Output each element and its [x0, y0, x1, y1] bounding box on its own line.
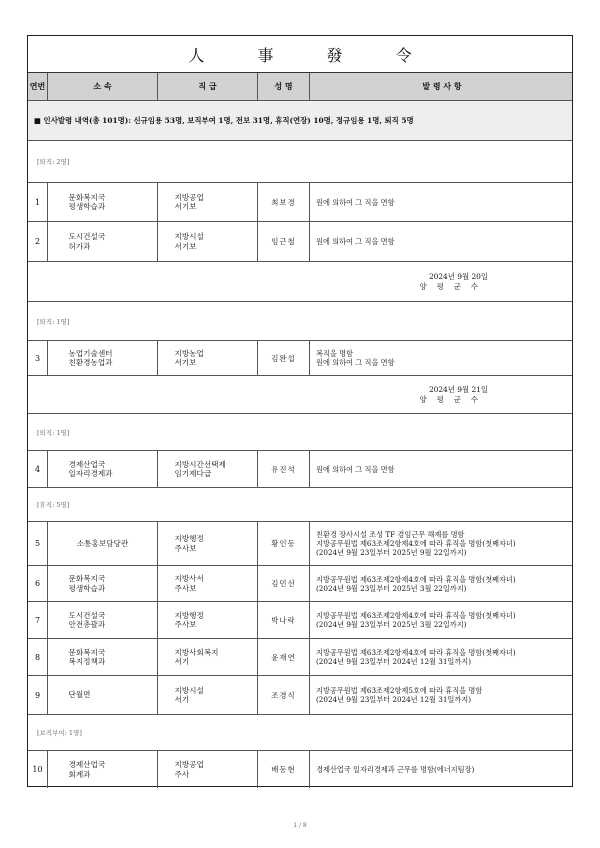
row-rank: 지방행정 주사보: [158, 602, 258, 638]
table-row: [28, 602, 572, 639]
row-dept: 농업기술센터 친환경농업과: [48, 341, 158, 375]
row-rank: 지방행정 주사보: [158, 522, 258, 565]
row-rank: 지방공업 주사: [158, 751, 258, 788]
row-name: 박나락: [258, 602, 310, 638]
row-dept: 소통홍보담당관: [48, 522, 158, 565]
row-rank: 지방농업 서기보: [158, 341, 258, 375]
row-action: 친환경 장사시설 조성 TF 겸임근무 해제를 명함 지방공무원법 제63조제2항제4호에 따라 휴직을 명함(첫째자녀) (2024년 9월 23일부터 2025년 9월 22일까지): [316, 530, 516, 557]
row-action: 지방공무원법 제63조제2항제4호에 따라 휴직을 명함(첫째자녀) (2024년 9월 23일부터 2024년 12월 31일까지): [316, 648, 516, 666]
row-rank: 지방시간선택제 임기제다급: [158, 451, 258, 487]
row-dept: 문화복지국 평생학습과: [48, 183, 158, 221]
row-name: 황인동: [258, 522, 310, 565]
signature-office: 양평군수: [419, 281, 488, 291]
row-name: 김민선: [258, 566, 310, 601]
row-rank: 지방사서 주사보: [158, 566, 258, 601]
row-no: 8: [28, 639, 48, 675]
row-no: 9: [28, 676, 48, 714]
row-no: 10: [28, 751, 48, 788]
table-row: [28, 222, 572, 262]
header-name: 성 명: [258, 73, 310, 100]
row-rank: 지방사회복지 서기: [158, 639, 258, 675]
signature-block: [28, 262, 572, 302]
row-action: 지방공무원법 제63조제2항제5호에 따라 휴직을 명함 (2024년 9월 23일부터 2024년 12월 31일까지): [316, 686, 483, 704]
row-no: 2: [28, 222, 48, 261]
row-dept: 도시건설국 허가과: [48, 222, 158, 261]
row-no: 7: [28, 602, 48, 638]
row-action: 원에 의하여 그 직을 면함: [316, 464, 395, 474]
signature-date: 2024년 9월 20일: [428, 271, 488, 281]
row-dept: 문화복지국 평생학습과: [48, 566, 158, 601]
row-rank: 지방시설 서기: [158, 676, 258, 714]
row-dept: 도시건설국 안전총괄과: [48, 602, 158, 638]
header-no: 연번: [28, 73, 48, 100]
header-dept: 소 속: [48, 73, 158, 100]
row-name: 배동현: [258, 751, 310, 788]
row-name: 임근철: [258, 222, 310, 261]
appointment-document: [27, 35, 573, 787]
row-dept: 문화복지국 복지정책과: [48, 639, 158, 675]
section-label: [퇴직: 2명]: [28, 141, 572, 183]
section-label: [퇴직: 1명]: [28, 302, 572, 341]
document-title: 人 事 發 令: [28, 36, 572, 73]
table-row: [28, 566, 572, 602]
section-label: [퇴직: 1명]: [28, 414, 572, 451]
row-action: 지방공무원법 제63조제2항제4호에 따라 휴직을 명함(첫째자녀) (2024년 9월 23일부터 2025년 3월 22일까지): [316, 574, 516, 593]
header-rank: 직 급: [158, 73, 258, 100]
row-name: 김완섭: [258, 341, 310, 375]
table-header: [28, 73, 572, 101]
table-row: [28, 639, 572, 676]
row-dept: 경제산업국 회계과: [48, 751, 158, 788]
table-row: [28, 341, 572, 376]
row-no: 6: [28, 566, 48, 601]
row-action: 원에 의하여 그 직을 면함: [316, 237, 395, 246]
header-action: 발 령 사 항: [422, 81, 462, 91]
section-label: [보직부여: 1명]: [28, 715, 572, 751]
page-number: 1 / 8: [293, 822, 307, 829]
row-no: 5: [28, 522, 48, 565]
signature-date: 2024년 9월 21일: [428, 384, 488, 394]
row-rank: 지방시설 서기보: [158, 222, 258, 261]
table-row: [28, 751, 572, 788]
table-row: [28, 183, 572, 222]
signature-block: [28, 376, 572, 414]
table-row: [28, 522, 572, 566]
table-row: [28, 451, 572, 488]
summary-row: ■ 인사발령 내역(총 101명): 신규임용 53명, 보직부여 1명, 전보 31명, 휴직(연장) 10명, 정규임용 1명, 퇴직 5명: [28, 101, 572, 141]
row-no: 1: [28, 183, 48, 221]
row-action: 원에 의하여 그 직을 면함: [316, 197, 395, 207]
signature-office: 양평군수: [419, 394, 488, 404]
row-name: 조경식: [258, 676, 310, 714]
row-dept: 단월면: [48, 676, 158, 714]
section-label: [휴직: 5명]: [28, 488, 572, 522]
row-dept: 경제산업국 일자리경제과: [48, 451, 158, 487]
row-no: 4: [28, 451, 48, 487]
row-action: 지방공무원법 제63조제2항제4호에 따라 휴직을 명함(첫째자녀) (2024년 9월 23일부터 2025년 3월 22일까지): [316, 611, 516, 629]
row-action: 경제산업국 일자리경제과 근무를 명함(에너지팀장): [316, 765, 475, 774]
row-name: 최보경: [258, 183, 310, 221]
row-action: 복직을 명함 원에 의하여 그 직을 면함: [316, 349, 395, 367]
row-name: 유진석: [258, 451, 310, 487]
table-row: [28, 676, 572, 715]
row-no: 3: [28, 341, 48, 375]
row-name: 윤재연: [258, 639, 310, 675]
row-rank: 지방공업 서기보: [158, 183, 258, 221]
